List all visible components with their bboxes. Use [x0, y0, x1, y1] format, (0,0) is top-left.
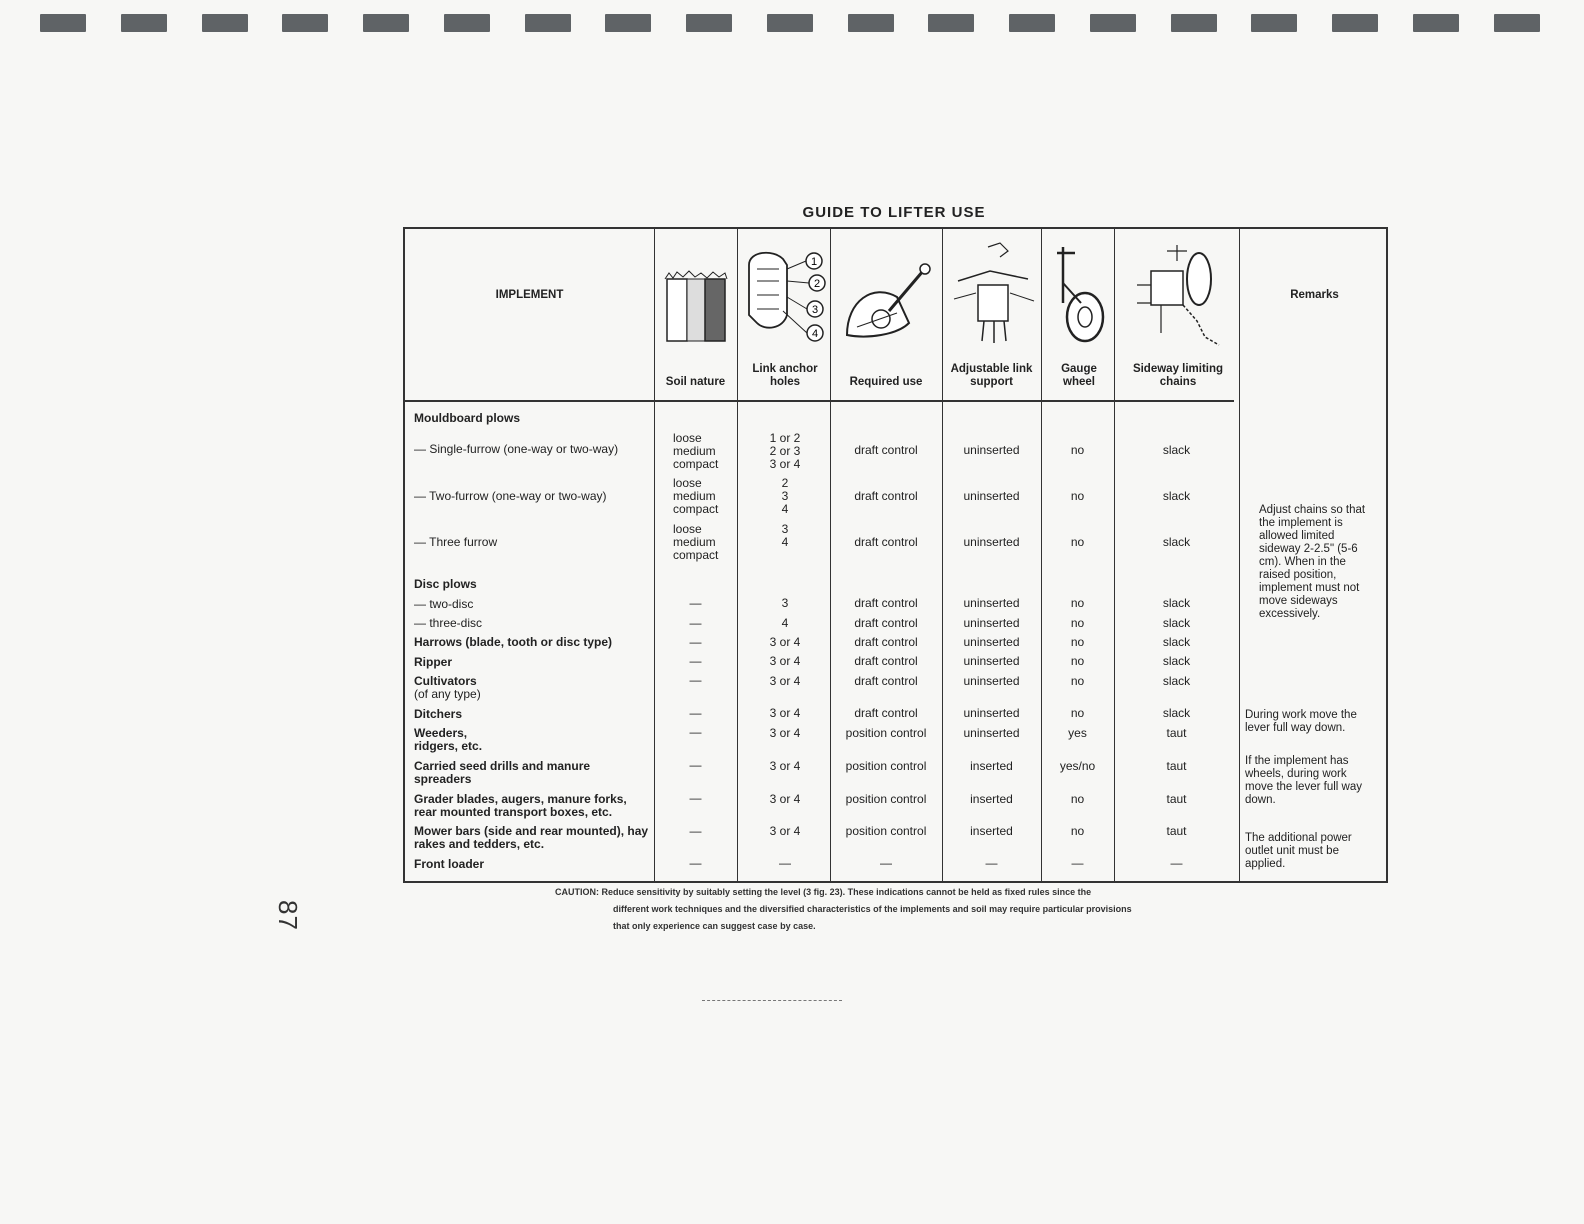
implement-weeders: Weeders, ridgers, etc. [414, 726, 483, 753]
use-front-loader: — [880, 856, 892, 870]
use-weeders: position control [845, 726, 927, 740]
use-three-disc: draft control [854, 616, 918, 630]
header-gauge-wheel: Gauge wheel [1061, 363, 1097, 388]
holes-mower-bars: 3 or 4 [769, 824, 801, 838]
soil-ripper: — [689, 654, 702, 668]
column-divider [1114, 229, 1115, 881]
binder-hole [928, 14, 974, 32]
holes-harrows: 3 or 4 [769, 635, 801, 649]
implement-two-furrow: — Two-furrow (one-way or two-way) [414, 489, 607, 503]
holes-weeders: 3 or 4 [769, 726, 801, 740]
holes-front-loader: — [779, 856, 791, 870]
remark-seed-drills: If the implement has wheels, during work move the lever full way down. [1245, 755, 1362, 806]
implement-harrows: Harrows (blade, tooth or disc type) [414, 635, 613, 649]
holes-three-furrow: 3 4 [781, 522, 789, 549]
chains-ripper: slack [1162, 654, 1191, 668]
gauge-two-disc: no [1070, 596, 1085, 610]
header-adjustable-link-support: Adjustable link support [950, 363, 1033, 388]
column-divider [830, 229, 831, 881]
adj-harrows: uninserted [963, 635, 1020, 649]
implement-cultivators: Cultivators [414, 674, 477, 688]
anchor-hole-label: 4 [811, 328, 819, 340]
adj-ripper: uninserted [963, 654, 1020, 668]
caution-line-3: that only experience can suggest case by case. [613, 921, 816, 931]
group-mouldboard-plows: Mouldboard plows [414, 411, 520, 425]
remark-ditchers: During work move the lever full way down. [1245, 709, 1357, 734]
implement-front-loader: Front loader [414, 857, 485, 871]
binder-hole [40, 14, 86, 32]
adj-mower-bars: inserted [970, 824, 1013, 838]
chains-two-disc: slack [1162, 596, 1191, 610]
soil-weeders: — [689, 725, 702, 739]
remark-front-loader: The additional power outlet unit must be applied. [1245, 832, 1352, 870]
chains-cultivators: slack [1162, 674, 1191, 688]
gauge-three-furrow: no [1070, 535, 1085, 549]
adj-weeders: uninserted [963, 726, 1020, 740]
anchor-hole-label: 3 [811, 304, 819, 316]
header-required-use: Required use [849, 376, 923, 388]
header-remarks: Remarks [1290, 289, 1339, 301]
footer-rule [702, 1000, 842, 1001]
use-single-furrow: draft control [854, 443, 918, 457]
caution-note [555, 884, 1235, 935]
adj-three-disc: uninserted [963, 616, 1020, 630]
chains-seed-drills: taut [1166, 759, 1187, 773]
gauge-seed-drills: yes/no [1059, 759, 1096, 773]
soil-cultivators: — [689, 673, 702, 687]
adj-three-furrow: uninserted [963, 535, 1020, 549]
adj-single-furrow: uninserted [963, 443, 1020, 457]
column-divider [737, 229, 738, 881]
use-two-disc: draft control [854, 596, 918, 610]
gauge-wheel-icon [1047, 243, 1113, 345]
chains-harrows: slack [1162, 635, 1191, 649]
caution-line-1: Reduce sensitivity by suitably setting the level (3 fig. 23). These indications cannot be held as fixed rules since the [601, 887, 1092, 897]
control-lever-icon [837, 261, 937, 345]
binder-hole [525, 14, 571, 32]
chains-ditchers: slack [1162, 706, 1191, 720]
chains-front-loader: — [1170, 856, 1183, 870]
header-divider [405, 400, 1234, 402]
binder-hole [1090, 14, 1136, 32]
link-support-icon [948, 241, 1038, 345]
use-two-furrow: draft control [854, 489, 918, 503]
lifter-guide-table [403, 227, 1388, 883]
sideway-chains-icon [1127, 241, 1231, 349]
header-sideway-limiting-chains: Sideway limiting chains [1132, 363, 1224, 388]
holes-two-furrow: 2 3 4 [781, 476, 789, 516]
gauge-cultivators: no [1070, 674, 1085, 688]
adj-cultivators: uninserted [963, 674, 1020, 688]
binder-holes [40, 14, 1540, 32]
use-seed-drills: position control [845, 759, 927, 773]
use-ripper: draft control [854, 654, 918, 668]
holes-three-disc: 4 [781, 616, 789, 630]
use-grader-blades: position control [845, 792, 927, 806]
holes-seed-drills: 3 or 4 [769, 759, 801, 773]
column-divider [1239, 229, 1240, 881]
binder-hole [121, 14, 167, 32]
binder-hole [1009, 14, 1055, 32]
header-link-anchor-holes: Link anchor holes [752, 363, 818, 388]
binder-hole [605, 14, 651, 32]
soil-three-disc: — [689, 616, 702, 630]
soil-seed-drills: — [689, 758, 702, 772]
implement-seed-drills: Carried seed drills and manure spreaders [414, 759, 591, 786]
gauge-harrows: no [1070, 635, 1085, 649]
gauge-weeders: yes [1068, 726, 1087, 740]
soil-single-furrow: loose medium compact [673, 431, 719, 471]
implement-cultivators-sub: (of any type) [414, 687, 481, 701]
gauge-three-disc: no [1070, 616, 1085, 630]
header-soil-nature: Soil nature [665, 376, 726, 388]
chains-grader-blades: taut [1166, 792, 1187, 806]
column-divider [654, 229, 655, 881]
soil-three-furrow: loose medium compact [673, 522, 719, 562]
adj-two-furrow: uninserted [963, 489, 1020, 503]
soil-grader-blades: — [689, 791, 702, 805]
implement-grader-blades: Grader blades, augers, manure forks, rear mounted transport boxes, etc. [414, 792, 627, 819]
gauge-ditchers: no [1070, 706, 1085, 720]
soil-front-loader: — [689, 856, 702, 870]
column-divider [942, 229, 943, 881]
gauge-grader-blades: no [1070, 792, 1085, 806]
implement-ditchers: Ditchers [414, 707, 463, 721]
implement-mower-bars: Mower bars (side and rear mounted), hay rakes and tedders, etc. [414, 824, 649, 851]
chains-three-disc: slack [1162, 616, 1191, 630]
adj-seed-drills: inserted [970, 759, 1013, 773]
gauge-front-loader: — [1071, 856, 1084, 870]
header-implement: IMPLEMENT [495, 289, 564, 301]
caution-label: CAUTION: [555, 887, 599, 897]
adj-ditchers: uninserted [963, 706, 1020, 720]
holes-ditchers: 3 or 4 [769, 706, 801, 720]
soil-ditchers: — [689, 706, 702, 720]
chains-three-furrow: slack [1162, 535, 1191, 549]
adj-two-disc: uninserted [963, 596, 1020, 610]
gauge-two-furrow: no [1070, 489, 1085, 503]
adj-grader-blades: inserted [970, 792, 1013, 806]
adj-front-loader: — [985, 856, 998, 870]
binder-hole [1251, 14, 1297, 32]
soil-mower-bars: — [689, 824, 702, 838]
soil-two-furrow: loose medium compact [673, 476, 719, 516]
holes-ripper: 3 or 4 [769, 654, 801, 668]
implement-single-furrow: — Single-furrow (one-way or two-way) [414, 442, 619, 456]
holes-grader-blades: 3 or 4 [769, 792, 801, 806]
gauge-single-furrow: no [1070, 443, 1085, 457]
binder-hole [444, 14, 490, 32]
implement-ripper: Ripper [414, 655, 453, 669]
column-divider [1041, 229, 1042, 881]
implement-two-disc: — two-disc [414, 597, 474, 611]
chains-mower-bars: taut [1166, 824, 1187, 838]
binder-hole [1494, 14, 1540, 32]
binder-hole [1413, 14, 1459, 32]
page-title: GUIDE TO LIFTER USE [802, 204, 986, 221]
soil-two-disc: — [689, 596, 702, 610]
link-anchor-holes-icon [743, 245, 829, 345]
group-disc-plows: Disc plows [414, 577, 477, 591]
holes-cultivators: 3 or 4 [769, 674, 801, 688]
binder-hole [282, 14, 328, 32]
use-harrows: draft control [854, 635, 918, 649]
holes-single-furrow: 1 or 2 2 or 3 3 or 4 [769, 431, 801, 471]
use-ditchers: draft control [854, 706, 918, 720]
holes-two-disc: 3 [781, 596, 789, 610]
chains-weeders: taut [1166, 726, 1187, 740]
caution-line-2: different work techniques and the diversified characteristics of the implements and soil may require particular provisions [613, 904, 1132, 914]
binder-hole [202, 14, 248, 32]
implement-three-disc: — three-disc [414, 616, 483, 630]
implement-three-furrow: — Three furrow [414, 535, 498, 549]
binder-hole [686, 14, 732, 32]
remark-plows: Adjust chains so that the implement is allowed limited sideway 2-2.5" (5-6 cm). When in the raised position, implement must not move sideways excessively. [1259, 504, 1366, 620]
binder-hole [363, 14, 409, 32]
gauge-ripper: no [1070, 654, 1085, 668]
gauge-mower-bars: no [1070, 824, 1085, 838]
use-three-furrow: draft control [854, 535, 918, 549]
page-number: 87 [272, 900, 303, 931]
chains-two-furrow: slack [1162, 489, 1191, 503]
chains-single-furrow: slack [1162, 443, 1191, 457]
binder-hole [767, 14, 813, 32]
anchor-hole-label: 2 [813, 278, 821, 290]
binder-hole [848, 14, 894, 32]
use-mower-bars: position control [845, 824, 927, 838]
use-cultivators: draft control [854, 674, 918, 688]
soil-harrows: — [689, 635, 702, 649]
anchor-hole-label: 1 [810, 256, 818, 268]
binder-hole [1332, 14, 1378, 32]
binder-hole [1171, 14, 1217, 32]
soil-layers-icon [663, 267, 729, 343]
